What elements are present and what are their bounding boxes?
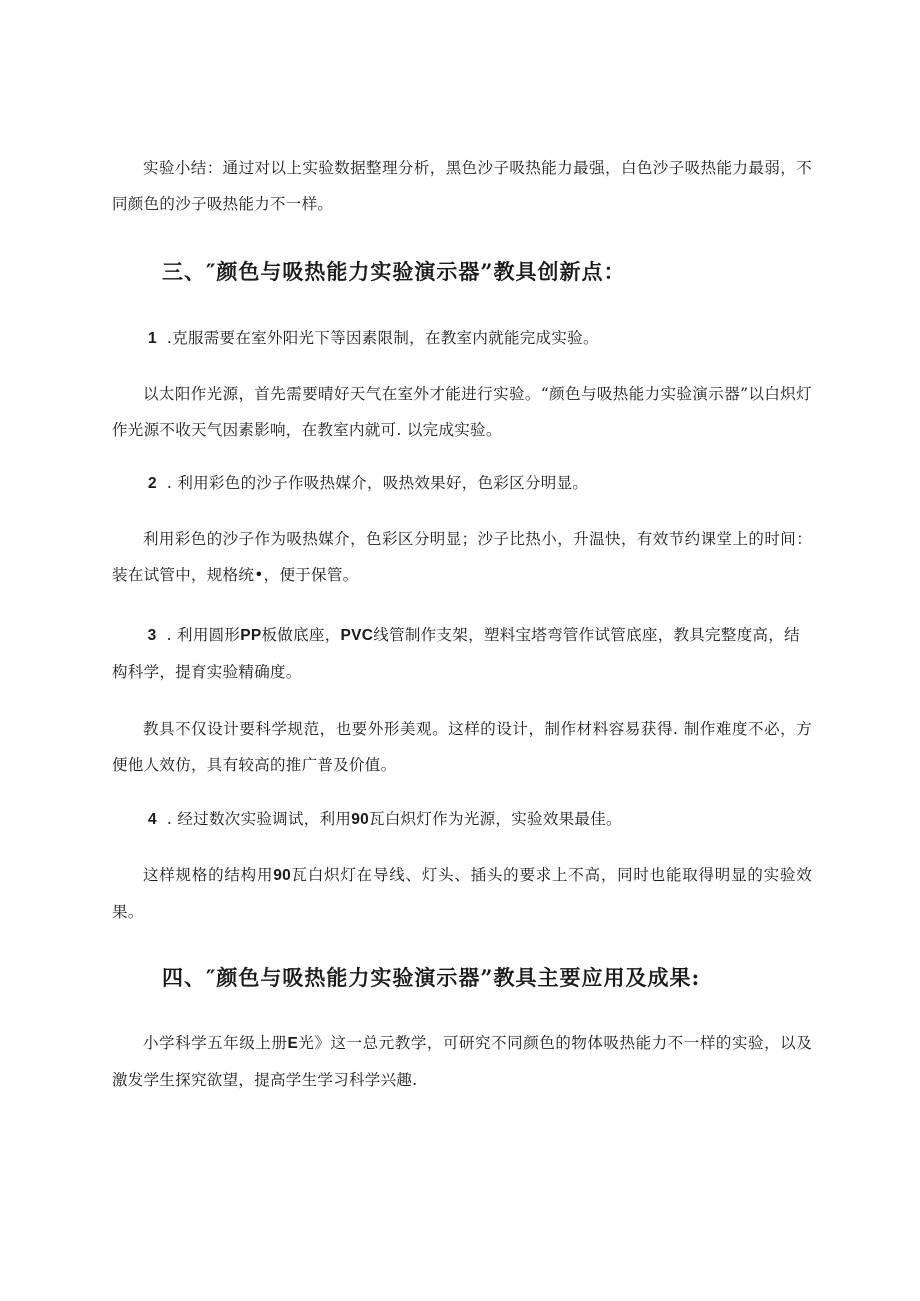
point-4-heading-text-c: 瓦白炽灯作为光源，实验效果最佳。 (369, 810, 622, 828)
point-4-body (112, 857, 812, 930)
point-2-number: 2 (148, 475, 157, 492)
point-1-heading-text: .克服需要在室外阳光下等因素限制，在教室内就能完成实验。 (166, 329, 599, 347)
point-1-number: 1 (148, 330, 157, 347)
point-3-heading-text-a: . 利用圆形 (166, 626, 241, 644)
point-3-heading (112, 617, 812, 690)
point-3-number: 3 (147, 627, 157, 644)
point-3-heading-text-c: 板做底座， (261, 626, 341, 644)
section-4-body (112, 1025, 812, 1098)
section-4-body-text-a: 小学科学五年级上册 (143, 1034, 288, 1052)
point-2-heading-text: . 利用彩色的沙子作吸热媒介，吸热效果好，色彩区分明显。 (166, 474, 589, 492)
point-2-body: 利用彩色的沙子作为吸热媒介，色彩区分明显；沙子比热小，升温快，有效节约课堂上的时间：装在试管中，规格统•，便于保管。 (112, 530, 812, 584)
point-4-heading-90: 90 (351, 811, 370, 828)
point-4-body-90: 90 (273, 867, 292, 884)
section-3-title: 三、″颜色与吸热能力实验演示器”教具创新点： (162, 259, 626, 284)
point-3-heading-pvc: PVC (340, 627, 374, 644)
point-4-body-text-c: 瓦白炽灯在导线、灯头、插头的要求上不高，同时也能取得明显的实验效果。 (112, 866, 812, 921)
point-1-body: 以太阳作光源，首先需要晴好天气在室外才能进行实验。“颜色与吸热能力实验演示器”以白炽灯作光源不收天气因素影响，在教室内就可. 以完成实验。 (112, 385, 812, 439)
point-4-number: 4 (148, 811, 157, 828)
point-4-heading (148, 801, 818, 838)
point-2-heading (148, 465, 818, 502)
point-4-heading-text-a: . 经过数次实验调试，利用 (166, 810, 352, 828)
point-4-body-text-a: 这样规格的结构用 (143, 866, 274, 884)
point-3-body: 教具不仅设计要科学规范，也要外形美观。这样的设计，制作材料容易获得. 制作难度不必，方便他人效仿，具有较高的推广普及价值。 (112, 720, 812, 774)
section-4-title: 四、″颜色与吸热能力实验演示器”教具主要应用及成果: (162, 965, 701, 990)
point-3-heading-text-e: 线管制作支架，塑料宝塔弯管作试管底座，教具完整度高，结构科学，提育实验精确度。 (112, 626, 800, 681)
point-1-heading (148, 320, 818, 357)
point-3-heading-pp: PP (240, 627, 262, 644)
section-4-body-text-c: 光》这一总元教学，可研究不同颜色的物体吸热能力不一样的实验，以及激发学生探究欲望，提高学生学习科学兴趣. (112, 1034, 813, 1089)
experiment-summary: 实验小结：通过对以上实验数据整理分析，黑色沙子吸热能力最强，白色沙子吸热能力最弱，不同颜色的沙子吸热能力不一样。 (112, 159, 812, 213)
section-4-body-e: E (287, 1035, 299, 1052)
